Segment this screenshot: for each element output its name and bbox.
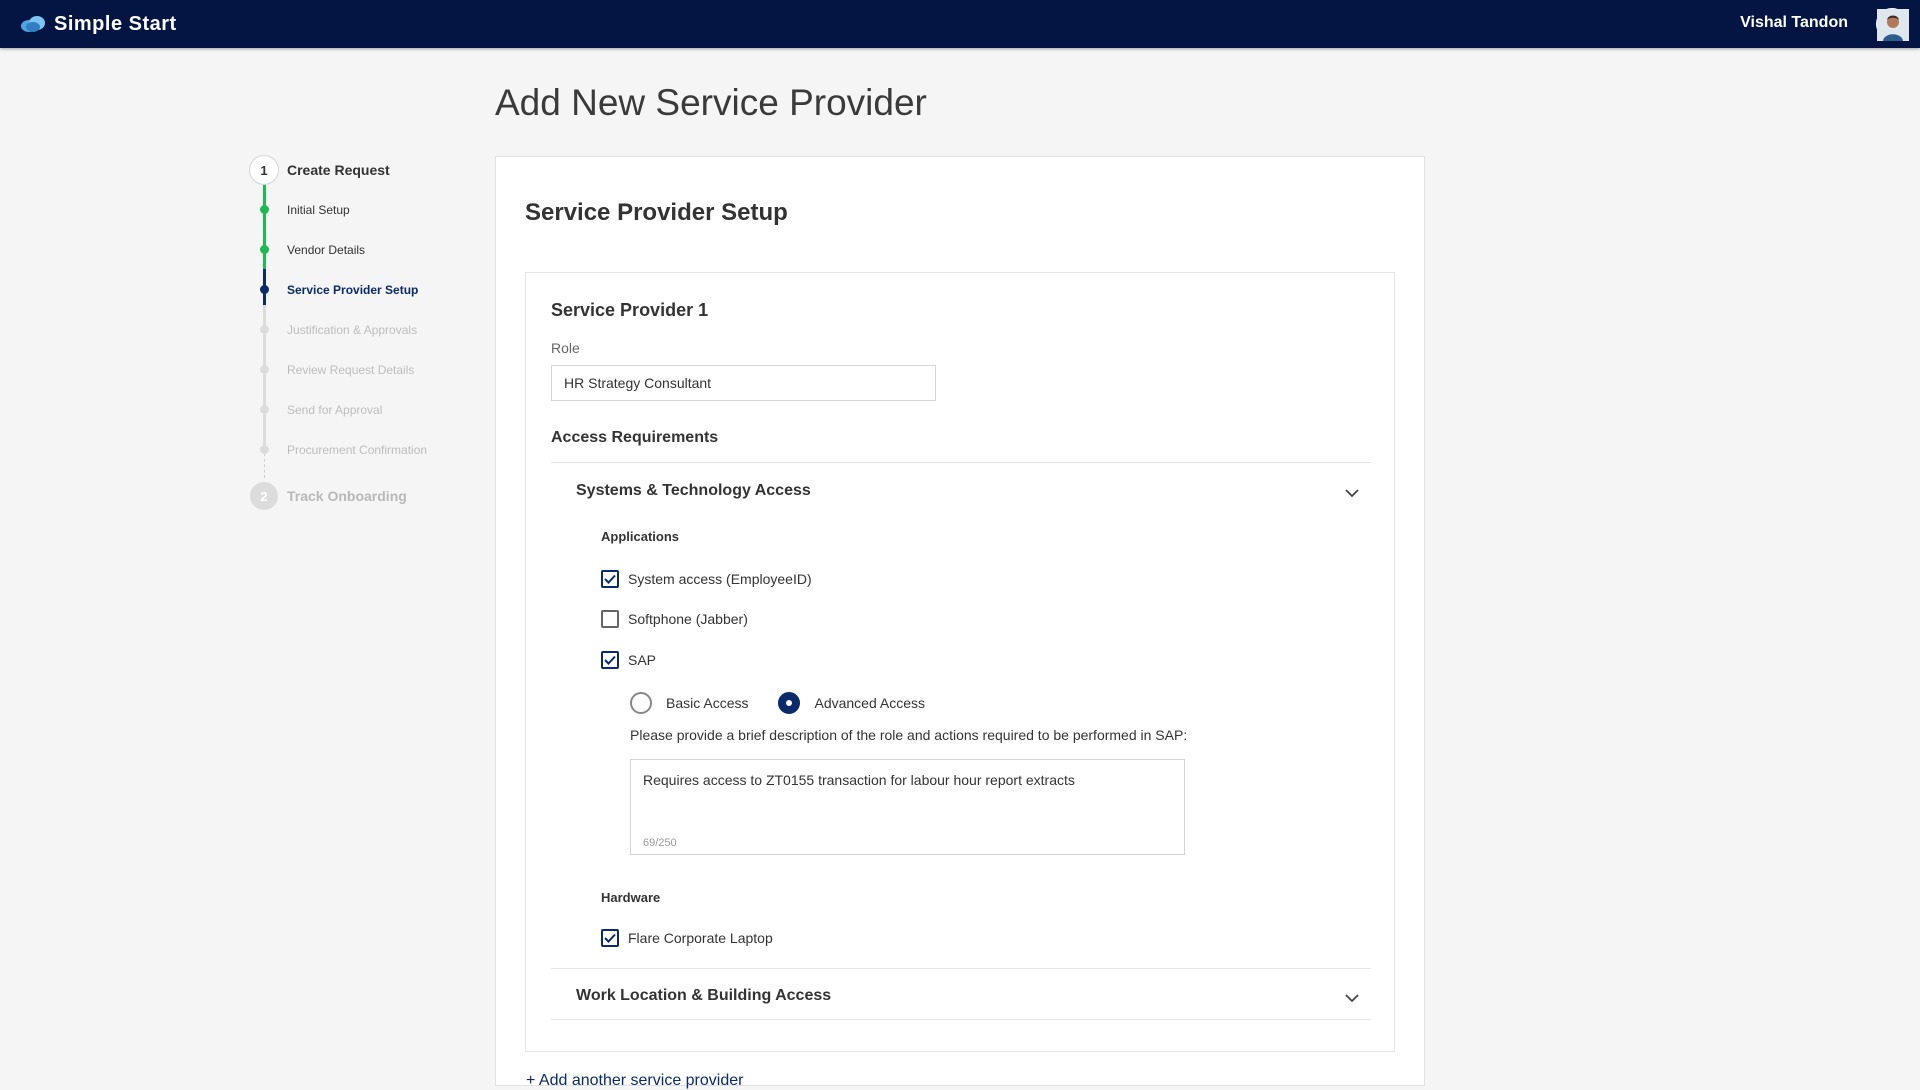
checkbox-label: Flare Corporate Laptop bbox=[628, 930, 773, 946]
top-navbar bbox=[0, 0, 1920, 48]
add-another-provider-link[interactable]: + Add another service provider bbox=[526, 1072, 744, 1089]
checkbox-label: Softphone (Jabber) bbox=[628, 611, 748, 627]
access-requirements-title: Access Requirements bbox=[551, 429, 719, 446]
checkbox-sap[interactable] bbox=[601, 650, 656, 670]
service-provider-title: Service Provider 1 bbox=[551, 300, 709, 320]
radio-advanced-access[interactable] bbox=[778, 692, 800, 714]
sap-description-text[interactable]: Requires access to ZT0155 transaction for labour hour report extracts bbox=[643, 772, 1075, 788]
role-input[interactable] bbox=[551, 365, 936, 401]
substep-dot bbox=[260, 245, 269, 254]
checkbox-checked-icon[interactable] bbox=[601, 570, 619, 588]
substep-procurement-confirmation: Procurement Confirmation bbox=[287, 443, 428, 457]
cloud-logo-icon bbox=[20, 15, 46, 33]
substep-dot bbox=[260, 405, 269, 414]
substep-send-for-approval: Send for Approval bbox=[287, 403, 383, 417]
char-count: 69/250 bbox=[643, 837, 677, 849]
sap-access-radio-group bbox=[630, 692, 925, 714]
checkbox-label: System access (EmployeeID) bbox=[628, 571, 812, 587]
step-title-create-request[interactable]: Create Request bbox=[287, 162, 390, 178]
user-name[interactable]: Vishal Tandon bbox=[1740, 14, 1848, 31]
step-title-track-onboarding: Track Onboarding bbox=[287, 488, 407, 504]
divider bbox=[551, 1019, 1371, 1020]
substep-dot bbox=[260, 445, 269, 454]
radio-label-advanced: Advanced Access bbox=[814, 695, 925, 711]
avatar-icon[interactable] bbox=[1876, 8, 1908, 40]
sap-description-prompt: Please provide a brief description of the role and actions required to be performed in SAP: bbox=[630, 727, 1188, 743]
substep-initial-setup[interactable]: Initial Setup bbox=[287, 203, 350, 217]
chevron-down-icon[interactable] bbox=[1344, 990, 1360, 1006]
checkbox-checked-icon[interactable] bbox=[601, 929, 619, 947]
sap-description-textarea[interactable] bbox=[630, 759, 1185, 855]
checkbox-softphone[interactable] bbox=[601, 609, 748, 629]
checkbox-system-access[interactable] bbox=[601, 569, 812, 589]
service-provider-setup-card bbox=[495, 156, 1425, 1089]
chevron-down-icon[interactable] bbox=[1344, 485, 1360, 501]
substep-dot bbox=[260, 285, 269, 294]
progress-stepper bbox=[250, 150, 480, 520]
hardware-label: Hardware bbox=[601, 890, 661, 905]
systems-access-accordion[interactable]: Systems & Technology Access bbox=[576, 482, 811, 499]
substep-dot bbox=[260, 205, 269, 214]
substep-vendor-details[interactable]: Vendor Details bbox=[287, 243, 366, 257]
checkbox-checked-icon[interactable] bbox=[601, 651, 619, 669]
radio-label-basic: Basic Access bbox=[666, 695, 749, 711]
form-title: Service Provider Setup bbox=[525, 199, 788, 226]
stepper-track-complete bbox=[263, 184, 266, 269]
work-location-accordion[interactable]: Work Location & Building Access bbox=[576, 987, 832, 1004]
substep-justification-approvals: Justification & Approvals bbox=[287, 323, 418, 337]
checkbox-corporate-laptop[interactable] bbox=[601, 928, 773, 948]
app-name: Simple Start bbox=[54, 12, 177, 35]
applications-label: Applications bbox=[601, 529, 680, 544]
step-number-1: 1 bbox=[250, 156, 278, 184]
role-label: Role bbox=[551, 340, 580, 356]
page-title: Add New Service Provider bbox=[495, 82, 927, 123]
substep-dot bbox=[260, 365, 269, 374]
service-provider-panel bbox=[525, 272, 1395, 1052]
divider bbox=[551, 968, 1371, 969]
divider bbox=[551, 462, 1371, 463]
radio-basic-access[interactable] bbox=[630, 692, 652, 714]
substep-review-request-details: Review Request Details bbox=[287, 363, 415, 377]
checkbox-label: SAP bbox=[628, 652, 657, 668]
step-number-2: 2 bbox=[250, 482, 278, 510]
substep-dot bbox=[260, 325, 269, 334]
substep-service-provider-setup[interactable]: Service Provider Setup bbox=[287, 283, 419, 297]
brand[interactable] bbox=[20, 10, 177, 38]
checkbox-unchecked-icon[interactable] bbox=[601, 610, 619, 628]
